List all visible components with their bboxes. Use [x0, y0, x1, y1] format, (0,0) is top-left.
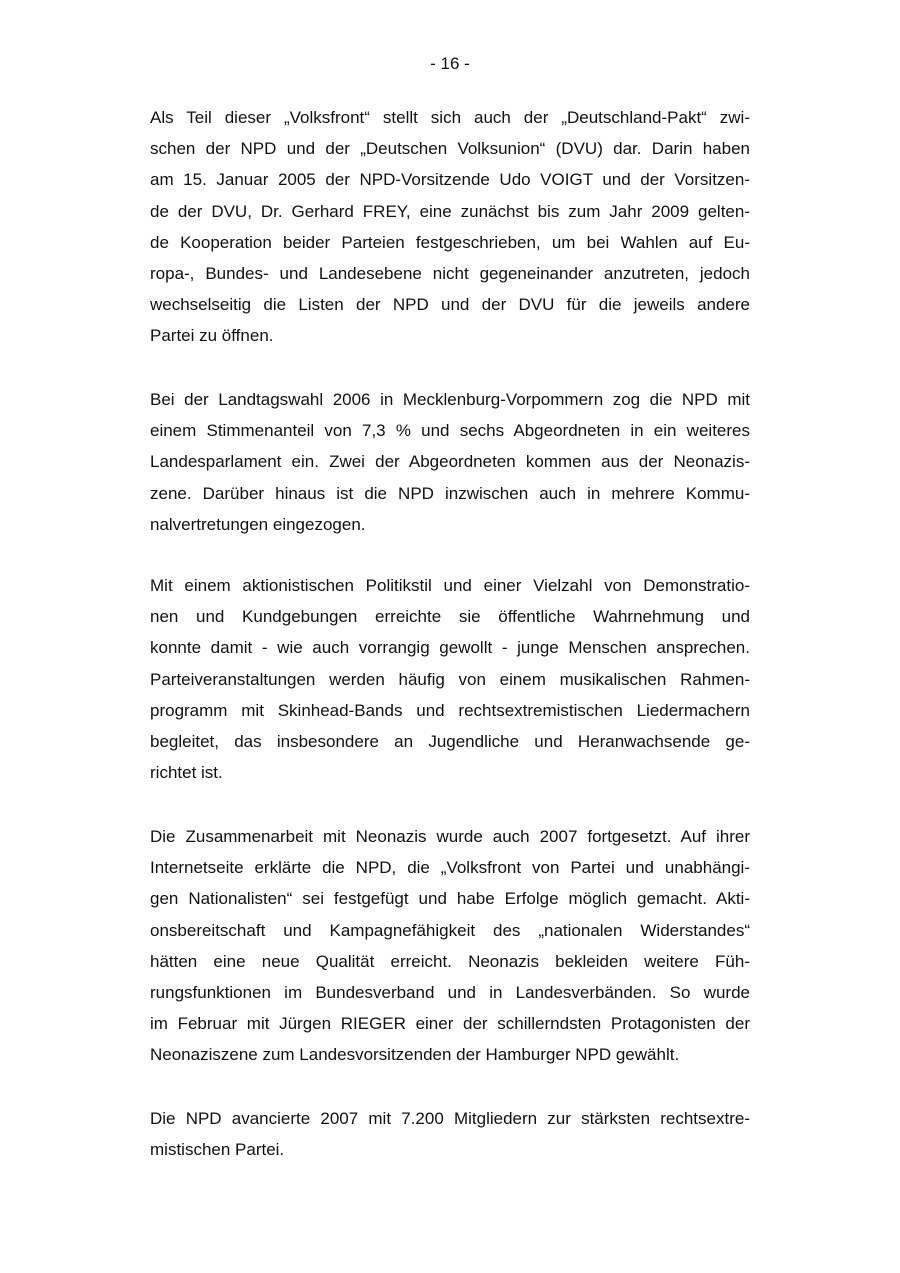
text-line: Parteiveranstaltungen werden häufig von einem musikalischen Rahmen- [150, 669, 750, 689]
text-line: Die Zusammenarbeit mit Neonazis wurde auch 2007 fortgesetzt. Auf ihrer [150, 827, 750, 846]
text-line: Neonaziszene zum Landesvorsitzenden der Hamburger NPD gewählt. [150, 1045, 680, 1065]
text-line: Bei der Landtagswahl 2006 in Mecklenburg-Vorpommern zog die NPD mit [150, 390, 750, 409]
paragraph-landtagswahl [150, 384, 750, 540]
text-line: wechselseitig die Listen der NPD und der DVU für die jeweils andere [150, 295, 750, 315]
text-line: schen der NPD und der „Deutschen Volksunion“ (DVU) dar. Darin haben [150, 139, 750, 159]
text-line: Landesparlament ein. Zwei der Abgeordneten kommen aus der Neonazis- [150, 452, 750, 472]
page-number: - 16 - [430, 54, 470, 73]
text-line: im Februar mit Jürgen RIEGER einer der schillerndsten Protagonisten der [150, 1014, 750, 1034]
text-line: begleitet, das insbesondere an Jugendliche und Heranwachsende ge- [150, 732, 750, 752]
text-line: rungsfunktionen im Bundesverband und in Landesverbänden. So wurde [150, 983, 750, 1003]
text-line: mistischen Partei. [150, 1140, 285, 1160]
text-line: einem Stimmenanteil von 7,3 % und sechs Abgeordneten in ein weiteres [150, 421, 750, 441]
text-line: de Kooperation beider Parteien festgeschrieben, um bei Wahlen auf Eu- [150, 232, 750, 252]
text-line: zene. Darüber hinaus ist die NPD inzwischen auch in mehrere Kommu- [150, 483, 750, 503]
paragraph-zusammenarbeit-neonazis [150, 821, 750, 1071]
text-line: Internetseite erklärte die NPD, die „Volksfront von Partei und unabhängi- [150, 858, 750, 878]
paragraph-deutschland-pakt [150, 102, 750, 352]
text-line: richtet ist. [150, 763, 223, 783]
text-line: Mit einem aktionistischen Politikstil und einer Vielzahl von Demonstratio- [150, 576, 750, 595]
text-line: gen Nationalisten“ sei festgefügt und habe Erfolge möglich gemacht. Akti- [150, 889, 750, 909]
text-line: nalvertretungen eingezogen. [150, 514, 366, 534]
text-line: konnte damit - wie auch vorrangig gewollt - junge Menschen ansprechen. [150, 638, 750, 658]
text-line: ropa-, Bundes- und Landesebene nicht gegeneinander anzutreten, jedoch [150, 264, 750, 284]
text-line: Partei zu öffnen. [150, 326, 274, 346]
text-line: onsbereitschaft und Kampagnefähigkeit des „nationalen Widerstandes“ [150, 920, 750, 940]
text-line: Als Teil dieser „Volksfront“ stellt sich auch der „Deutschland-Pakt“ zwi- [150, 108, 750, 127]
text-line: nen und Kundgebungen erreichte sie öffentliche Wahrnehmung und [150, 607, 750, 627]
paragraph-mitglieder [150, 1103, 750, 1165]
text-line: programm mit Skinhead-Bands und rechtsextremistischen Liedermachern [150, 700, 750, 720]
text-line: Die NPD avancierte 2007 mit 7.200 Mitgliedern zur stärksten rechtsextre- [150, 1109, 750, 1128]
paragraph-politikstil [150, 570, 750, 788]
text-line: de der DVU, Dr. Gerhard FREY, eine zunächst bis zum Jahr 2009 gelten- [150, 201, 750, 221]
text-line: am 15. Januar 2005 der NPD-Vorsitzende Udo VOIGT und der Vorsitzen- [150, 170, 750, 190]
text-line: hätten eine neue Qualität erreicht. Neonazis bekleiden weitere Füh- [150, 951, 750, 971]
